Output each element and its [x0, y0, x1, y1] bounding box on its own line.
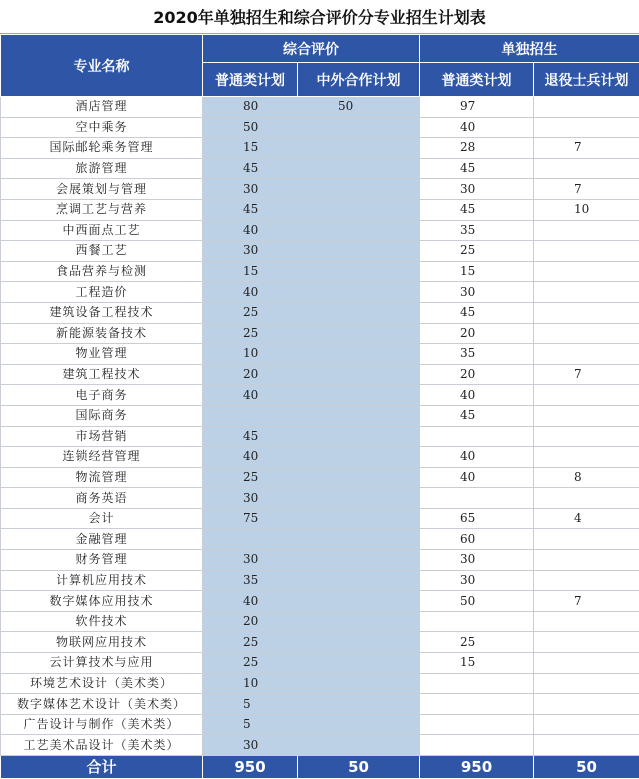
plan-value-cell: 8 [534, 467, 639, 488]
plan-value-cell [298, 179, 420, 200]
plan-value-cell: 15 [420, 653, 534, 674]
plan-value-cell [534, 488, 639, 509]
plan-value-cell: 20 [420, 323, 534, 344]
plan-value-cell [298, 735, 420, 756]
plan-value-cell [534, 323, 639, 344]
plan-value-cell: 45 [420, 199, 534, 220]
table-row [1, 302, 639, 323]
plan-value-cell [420, 488, 534, 509]
plan-value-cell: 40 [420, 447, 534, 468]
plan-value-cell: 30 [203, 735, 298, 756]
plan-value-cell: 25 [203, 323, 298, 344]
table-row [1, 364, 639, 385]
table-row [1, 117, 639, 138]
plan-value-cell [298, 488, 420, 509]
plan-value-cell: 80 [203, 97, 298, 118]
plan-value-cell: 25 [420, 241, 534, 262]
plan-value-cell: 30 [420, 570, 534, 591]
plan-value-cell [534, 282, 639, 303]
table-row [1, 282, 639, 303]
major-name-cell: 会计 [1, 508, 203, 529]
header-col-independent-veteran: 退役士兵计划 [534, 63, 639, 97]
major-name-cell: 工艺美术品设计（美术类） [1, 735, 203, 756]
plan-value-cell: 60 [420, 529, 534, 550]
plan-value-cell: 20 [420, 364, 534, 385]
plan-value-cell [298, 694, 420, 715]
table-row [1, 550, 639, 571]
plan-value-cell: 5 [203, 694, 298, 715]
table-row [1, 447, 639, 468]
plan-value-cell [534, 426, 639, 447]
major-name-cell: 电子商务 [1, 385, 203, 406]
plan-value-cell [298, 673, 420, 694]
plan-value-cell: 45 [203, 426, 298, 447]
plan-value-cell [534, 158, 639, 179]
plan-value-cell [534, 714, 639, 735]
plan-value-cell: 30 [203, 179, 298, 200]
major-name-cell: 酒店管理 [1, 97, 203, 118]
major-name-cell: 财务管理 [1, 550, 203, 571]
plan-value-cell: 40 [420, 467, 534, 488]
header-group-comprehensive: 综合评价 [203, 35, 420, 63]
total-label: 合计 [1, 756, 203, 779]
plan-value-cell [298, 405, 420, 426]
total-value: 50 [298, 756, 420, 779]
plan-value-cell: 45 [420, 158, 534, 179]
plan-value-cell: 30 [203, 550, 298, 571]
major-name-cell: 商务英语 [1, 488, 203, 509]
plan-value-cell: 25 [420, 632, 534, 653]
plan-value-cell: 25 [203, 653, 298, 674]
plan-value-cell: 40 [203, 447, 298, 468]
plan-value-cell [420, 694, 534, 715]
plan-value-cell [298, 653, 420, 674]
table-row [1, 323, 639, 344]
plan-value-cell: 10 [203, 344, 298, 365]
plan-value-cell: 30 [203, 488, 298, 509]
plan-value-cell: 15 [420, 261, 534, 282]
plan-value-cell [203, 529, 298, 550]
plan-value-cell [298, 508, 420, 529]
plan-value-cell: 7 [534, 138, 639, 159]
plan-value-cell [298, 447, 420, 468]
plan-value-cell: 28 [420, 138, 534, 159]
plan-value-cell [534, 694, 639, 715]
major-name-cell: 连锁经营管理 [1, 447, 203, 468]
table-row [1, 735, 639, 756]
plan-value-cell: 35 [420, 344, 534, 365]
table-row [1, 179, 639, 200]
plan-value-cell [420, 714, 534, 735]
major-name-cell: 数字媒体应用技术 [1, 591, 203, 612]
major-name-cell: 西餐工艺 [1, 241, 203, 262]
plan-value-cell: 40 [203, 591, 298, 612]
plan-value-cell: 40 [203, 220, 298, 241]
table-row [1, 632, 639, 653]
plan-value-cell [298, 117, 420, 138]
plan-value-cell [534, 117, 639, 138]
plan-value-cell: 30 [420, 550, 534, 571]
plan-value-cell [534, 344, 639, 365]
table-row [1, 97, 639, 118]
major-name-cell: 市场营销 [1, 426, 203, 447]
table-row [1, 261, 639, 282]
plan-value-cell [298, 591, 420, 612]
plan-value-cell [420, 673, 534, 694]
plan-value-cell [298, 344, 420, 365]
major-name-cell: 食品营养与检测 [1, 261, 203, 282]
plan-value-cell [534, 241, 639, 262]
table-row [1, 220, 639, 241]
plan-value-cell: 7 [534, 179, 639, 200]
plan-value-cell [298, 467, 420, 488]
major-name-cell: 国际邮轮乘务管理 [1, 138, 203, 159]
plan-value-cell [298, 364, 420, 385]
header-major: 专业名称 [1, 35, 203, 97]
plan-value-cell [534, 611, 639, 632]
plan-value-cell [298, 241, 420, 262]
table-row [1, 591, 639, 612]
major-name-cell: 建筑设备工程技术 [1, 302, 203, 323]
plan-value-cell [203, 405, 298, 426]
table-row [1, 673, 639, 694]
plan-value-cell: 20 [203, 364, 298, 385]
plan-value-cell [420, 611, 534, 632]
plan-value-cell [298, 714, 420, 735]
plan-value-cell: 7 [534, 364, 639, 385]
major-name-cell: 物联网应用技术 [1, 632, 203, 653]
major-name-cell: 烹调工艺与营养 [1, 199, 203, 220]
plan-value-cell: 15 [203, 138, 298, 159]
table-row [1, 488, 639, 509]
major-name-cell: 物业管理 [1, 344, 203, 365]
header-col-independent-regular: 普通类计划 [420, 63, 534, 97]
plan-value-cell [534, 220, 639, 241]
total-value: 950 [420, 756, 534, 779]
table-row [1, 344, 639, 365]
plan-value-cell: 40 [203, 385, 298, 406]
total-value: 50 [534, 756, 639, 779]
plan-value-cell: 4 [534, 508, 639, 529]
table-row [1, 467, 639, 488]
plan-value-cell [298, 158, 420, 179]
major-name-cell: 工程造价 [1, 282, 203, 303]
plan-value-cell: 35 [203, 570, 298, 591]
plan-value-cell [298, 282, 420, 303]
header-col-comprehensive-joint: 中外合作计划 [298, 63, 420, 97]
plan-value-cell [298, 550, 420, 571]
table-row [1, 426, 639, 447]
plan-value-cell [298, 220, 420, 241]
plan-value-cell: 7 [534, 591, 639, 612]
plan-value-cell: 15 [203, 261, 298, 282]
plan-value-cell: 30 [203, 241, 298, 262]
plan-value-cell [298, 302, 420, 323]
plan-value-cell [534, 447, 639, 468]
plan-value-cell: 50 [298, 97, 420, 118]
plan-value-cell [534, 405, 639, 426]
table-row [1, 653, 639, 674]
plan-value-cell: 50 [203, 117, 298, 138]
major-name-cell: 新能源装备技术 [1, 323, 203, 344]
major-name-cell: 国际商务 [1, 405, 203, 426]
plan-value-cell: 10 [203, 673, 298, 694]
plan-value-cell: 40 [420, 117, 534, 138]
table-row [1, 385, 639, 406]
plan-value-cell: 50 [420, 591, 534, 612]
plan-value-cell: 30 [420, 282, 534, 303]
plan-value-cell: 20 [203, 611, 298, 632]
table-row [1, 508, 639, 529]
plan-value-cell: 25 [203, 632, 298, 653]
major-name-cell: 旅游管理 [1, 158, 203, 179]
table-row [1, 714, 639, 735]
plan-value-cell [534, 653, 639, 674]
plan-value-cell [298, 138, 420, 159]
major-name-cell: 物流管理 [1, 467, 203, 488]
plan-value-cell [420, 426, 534, 447]
plan-table [0, 34, 639, 779]
major-name-cell: 会展策划与管理 [1, 179, 203, 200]
major-name-cell: 云计算技术与应用 [1, 653, 203, 674]
major-name-cell: 金融管理 [1, 529, 203, 550]
major-name-cell: 环境艺术设计（美术类） [1, 673, 203, 694]
plan-value-cell [298, 323, 420, 344]
major-name-cell: 空中乘务 [1, 117, 203, 138]
plan-value-cell [298, 199, 420, 220]
plan-value-cell [534, 302, 639, 323]
plan-value-cell [298, 570, 420, 591]
plan-value-cell [534, 385, 639, 406]
table-row [1, 138, 639, 159]
total-value: 950 [203, 756, 298, 779]
table-row [1, 158, 639, 179]
plan-value-cell: 45 [420, 302, 534, 323]
table-body [1, 97, 639, 756]
plan-value-cell: 5 [203, 714, 298, 735]
plan-value-cell: 97 [420, 97, 534, 118]
plan-value-cell [534, 550, 639, 571]
plan-value-cell [298, 529, 420, 550]
plan-value-cell: 25 [203, 467, 298, 488]
header-col-comprehensive-regular: 普通类计划 [203, 63, 298, 97]
table-row [1, 529, 639, 550]
plan-value-cell [420, 735, 534, 756]
major-name-cell: 计算机应用技术 [1, 570, 203, 591]
plan-value-cell: 40 [203, 282, 298, 303]
table-row [1, 570, 639, 591]
plan-value-cell [534, 261, 639, 282]
plan-value-cell [298, 611, 420, 632]
plan-value-cell: 30 [420, 179, 534, 200]
major-name-cell: 建筑工程技术 [1, 364, 203, 385]
major-name-cell: 中西面点工艺 [1, 220, 203, 241]
table-row [1, 694, 639, 715]
major-name-cell: 软件技术 [1, 611, 203, 632]
plan-value-cell: 25 [203, 302, 298, 323]
plan-value-cell [298, 426, 420, 447]
plan-value-cell [298, 261, 420, 282]
plan-value-cell [534, 735, 639, 756]
major-name-cell: 数字媒体艺术设计（美术类） [1, 694, 203, 715]
table-row [1, 199, 639, 220]
table-row [1, 611, 639, 632]
plan-value-cell: 65 [420, 508, 534, 529]
total-row [1, 756, 639, 779]
plan-value-cell: 40 [420, 385, 534, 406]
table-row [1, 241, 639, 262]
plan-value-cell: 45 [420, 405, 534, 426]
table-row [1, 405, 639, 426]
plan-value-cell [534, 570, 639, 591]
plan-value-cell: 45 [203, 158, 298, 179]
plan-value-cell [298, 632, 420, 653]
header-group-independent: 单独招生 [420, 35, 639, 63]
plan-value-cell [534, 632, 639, 653]
plan-value-cell: 10 [534, 199, 639, 220]
plan-value-cell: 75 [203, 508, 298, 529]
sheet-title: 2020年单独招生和综合评价分专业招生计划表 [0, 0, 639, 34]
plan-value-cell [534, 673, 639, 694]
major-name-cell: 广告设计与制作（美术类） [1, 714, 203, 735]
plan-value-cell [534, 529, 639, 550]
plan-value-cell [298, 385, 420, 406]
plan-value-cell [534, 97, 639, 118]
plan-value-cell: 35 [420, 220, 534, 241]
plan-value-cell: 45 [203, 199, 298, 220]
